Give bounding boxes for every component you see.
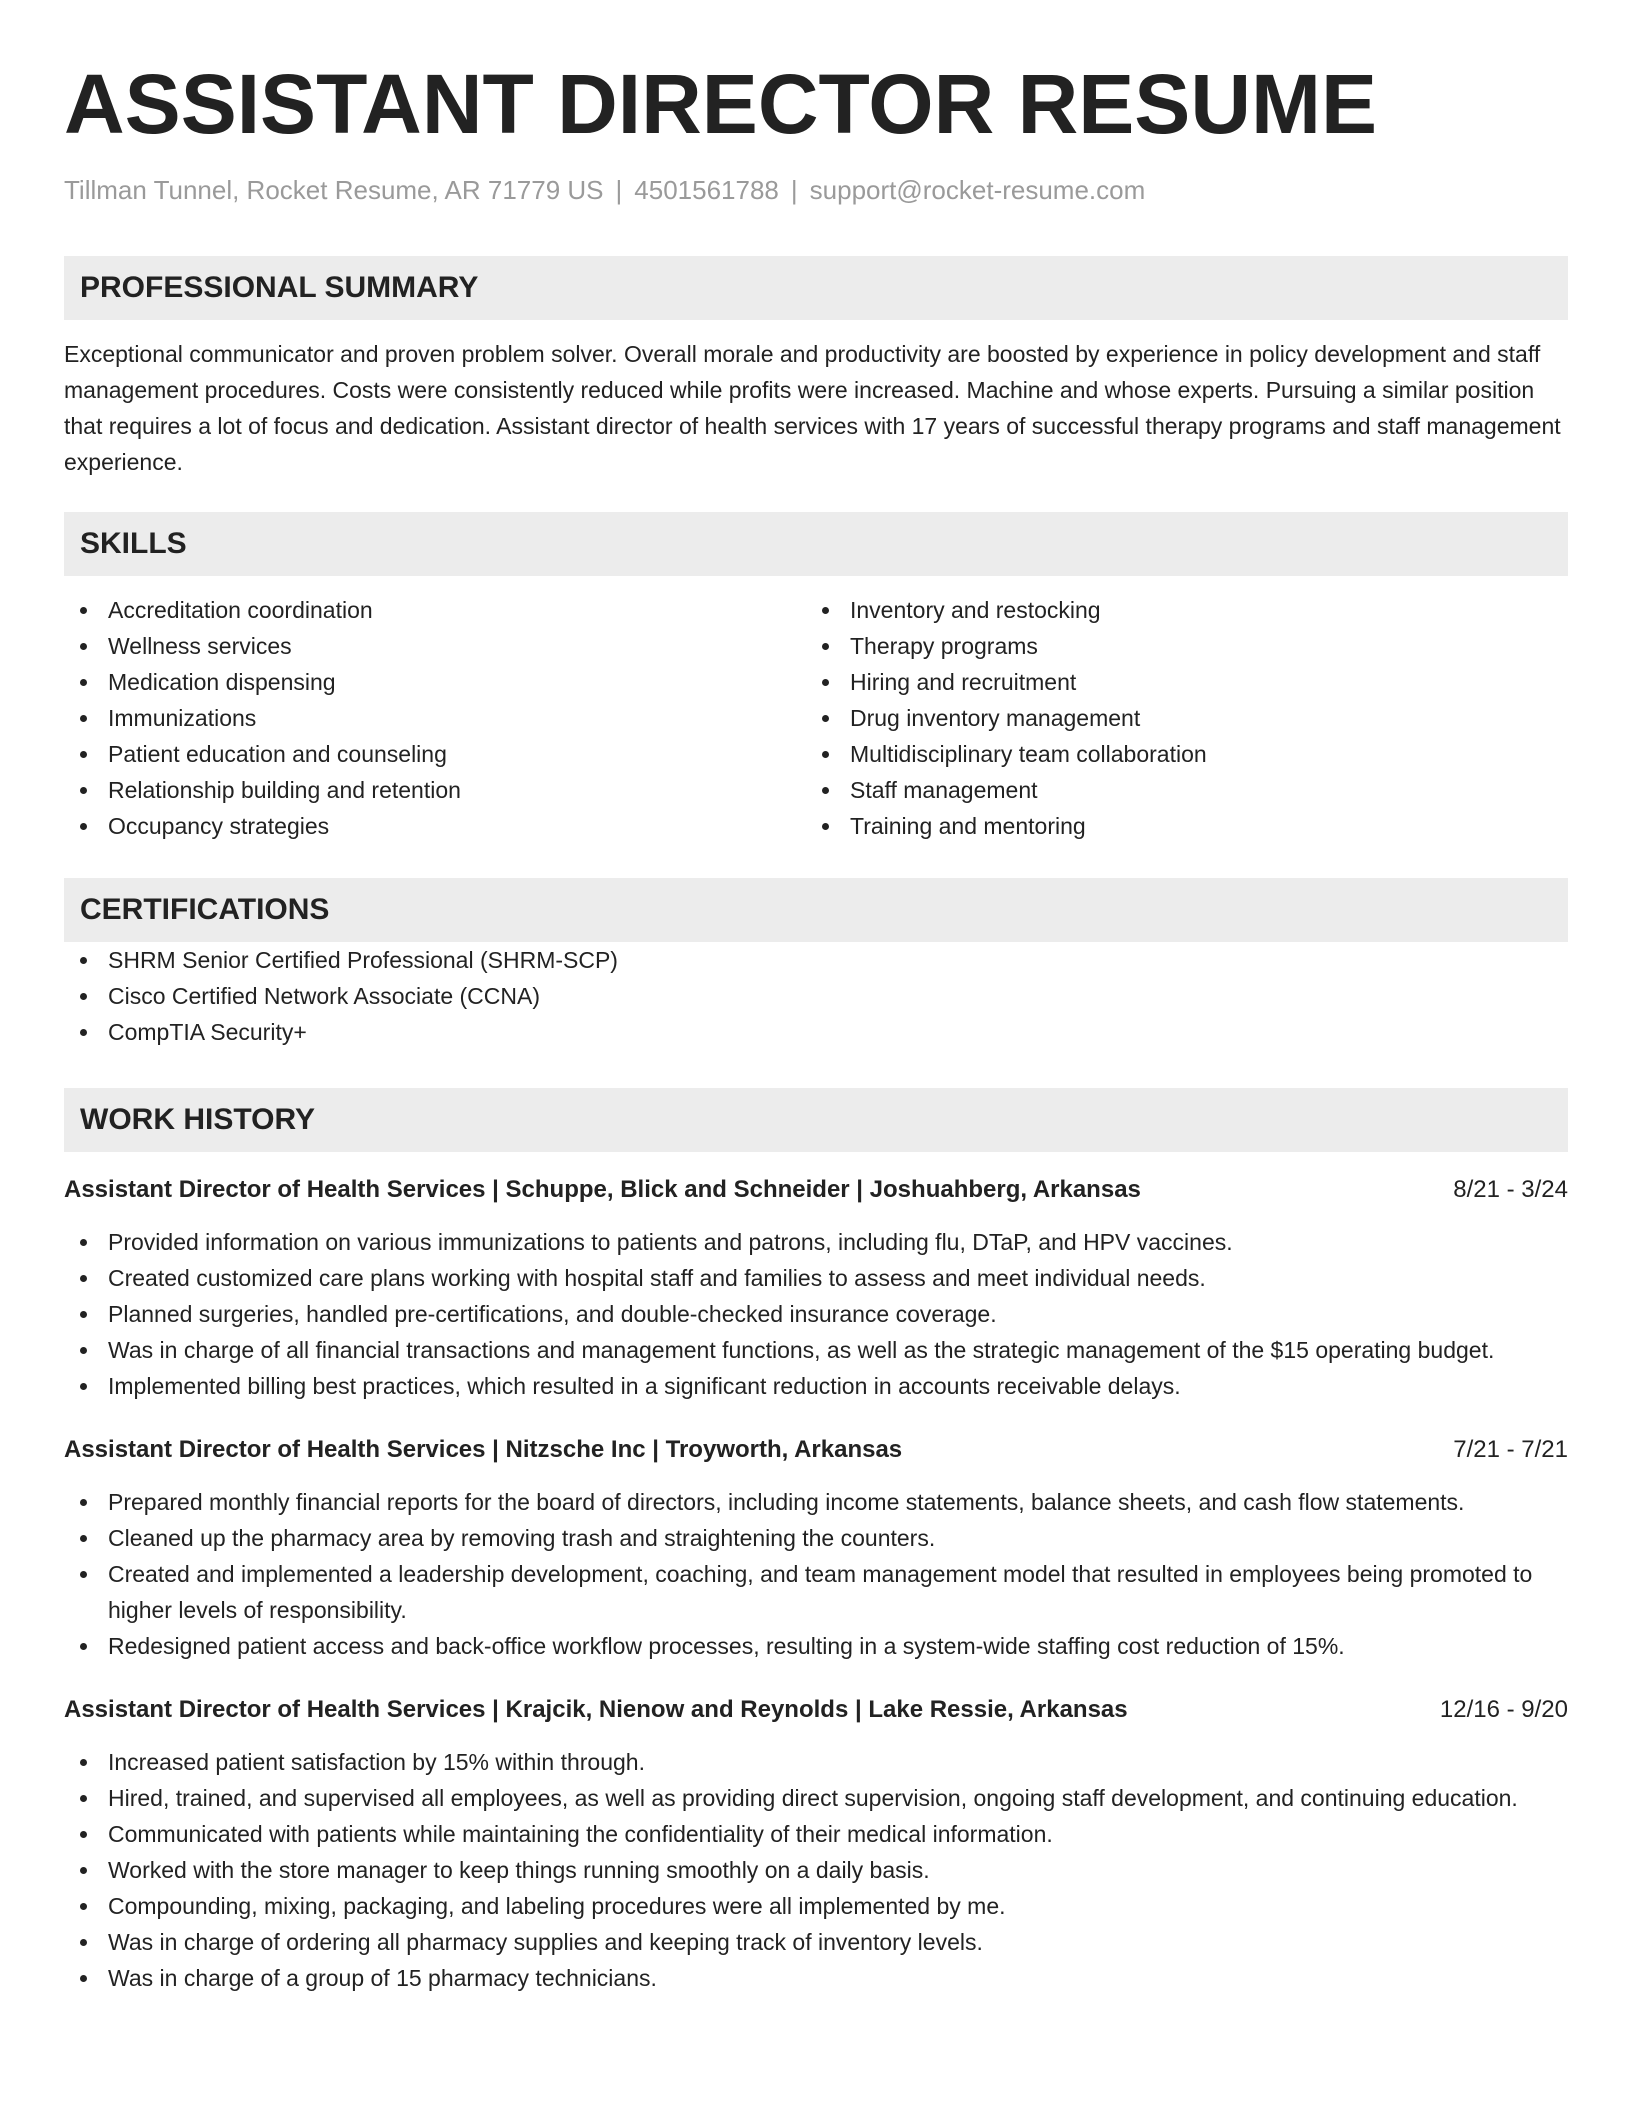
job-entry — [64, 1692, 1568, 1996]
job-dates: 8/21 - 3/24 — [1453, 1176, 1568, 1203]
skill-item: Training and mentoring — [806, 808, 1548, 844]
job-bullet: Communicated with patients while maintaining the confidentiality of their medical information. — [64, 1816, 1568, 1852]
contact-email[interactable]: support@rocket-resume.com — [809, 175, 1146, 205]
job-bullet: Cleaned up the pharmacy area by removing trash and straightening the counters. — [64, 1520, 1568, 1556]
job-bullet: Was in charge of all financial transactions and management functions, as well as the strategic management of the $15 operating budget. — [64, 1332, 1568, 1368]
skill-item: Inventory and restocking — [806, 592, 1548, 628]
skill-item: Drug inventory management — [806, 700, 1548, 736]
job-bullet: Redesigned patient access and back-office workflow processes, resulting in a system-wide staffing cost reduction of 15%. — [64, 1628, 1568, 1664]
job-header — [64, 1172, 1568, 1208]
skill-item: Immunizations — [64, 700, 806, 736]
certification-item: Cisco Certified Network Associate (CCNA) — [64, 978, 1568, 1014]
contact-phone: 4501561788 — [634, 175, 779, 205]
certification-item: CompTIA Security+ — [64, 1014, 1568, 1050]
skill-item: Medication dispensing — [64, 664, 806, 700]
job-bullet: Hired, trained, and supervised all employees, as well as providing direct supervision, ongoing staff development, and continuing education. — [64, 1780, 1568, 1816]
job-header — [64, 1432, 1568, 1468]
job-bullet: Prepared monthly financial reports for the board of directors, including income statements, balance sheets, and cash flow statements. — [64, 1484, 1568, 1520]
skill-item: Multidisciplinary team collaboration — [806, 736, 1548, 772]
job-bullet: Compounding, mixing, packaging, and labeling procedures were all implemented by me. — [64, 1888, 1568, 1924]
job-header — [64, 1692, 1568, 1728]
certifications-list — [64, 942, 1568, 1050]
certification-item: SHRM Senior Certified Professional (SHRM-SCP) — [64, 942, 1568, 978]
job-bullet: Increased patient satisfaction by 15% within through. — [64, 1744, 1568, 1780]
job-bullet: Worked with the store manager to keep things running smoothly on a daily basis. — [64, 1852, 1568, 1888]
skills-columns — [64, 592, 1568, 844]
skill-item: Staff management — [806, 772, 1548, 808]
skill-item: Hiring and recruitment — [806, 664, 1548, 700]
section-heading-certifications: CERTIFICATIONS — [64, 878, 1568, 942]
section-heading-skills: SKILLS — [64, 512, 1568, 576]
skill-item: Therapy programs — [806, 628, 1548, 664]
job-bullets — [64, 1744, 1568, 1996]
resume-content — [64, 56, 1568, 1996]
contact-separator: | — [615, 175, 623, 205]
contact-address: Tillman Tunnel, Rocket Resume, AR 71779 US — [64, 175, 604, 205]
job-bullet: Planned surgeries, handled pre-certifications, and double-checked insurance coverage. — [64, 1296, 1568, 1332]
job-title: Assistant Director of Health Services | Krajcik, Nienow and Reynolds | Lake Ressie, Arkansas — [64, 1696, 1128, 1723]
skills-list-right — [806, 592, 1548, 844]
job-bullets — [64, 1484, 1568, 1664]
skills-list-left — [64, 592, 806, 844]
job-dates: 7/21 - 7/21 — [1453, 1436, 1568, 1463]
summary-text: Exceptional communicator and proven problem solver. Overall morale and productivity are boosted by experience in policy development and staff management procedures. Costs were consistently reduced while profits were increased. Machine and whose experts. Pursuing a similar position that requires a lot of focus and dedication. Assistant director of health services with 17 years of successful therapy programs and staff management experience. — [64, 341, 1561, 475]
skill-item: Occupancy strategies — [64, 808, 806, 844]
job-bullet: Was in charge of a group of 15 pharmacy technicians. — [64, 1960, 1568, 1996]
section-heading-work-history: WORK HISTORY — [64, 1088, 1568, 1152]
job-bullet: Was in charge of ordering all pharmacy supplies and keeping track of inventory levels. — [64, 1924, 1568, 1960]
section-heading-summary: PROFESSIONAL SUMMARY — [64, 256, 1568, 320]
skill-item: Relationship building and retention — [64, 772, 806, 808]
skill-item: Patient education and counseling — [64, 736, 806, 772]
contact-separator: | — [790, 175, 798, 205]
skill-item: Wellness services — [64, 628, 806, 664]
job-entry — [64, 1172, 1568, 1404]
job-bullet: Implemented billing best practices, which resulted in a significant reduction in accounts receivable delays. — [64, 1368, 1568, 1404]
contact-line — [64, 174, 1568, 206]
job-entry — [64, 1432, 1568, 1664]
resume-title: ASSISTANT DIRECTOR RESUME — [64, 57, 1377, 151]
job-title: Assistant Director of Health Services | Schuppe, Blick and Schneider | Joshuahberg, Arkansas — [64, 1176, 1141, 1203]
job-bullet: Provided information on various immunizations to patients and patrons, including flu, DTaP, and HPV vaccines. — [64, 1224, 1568, 1260]
job-bullets — [64, 1224, 1568, 1404]
job-bullet: Created and implemented a leadership development, coaching, and team management model that resulted in employees being promoted to higher levels of responsibility. — [64, 1556, 1568, 1628]
skill-item: Accreditation coordination — [64, 592, 806, 628]
job-title: Assistant Director of Health Services | Nitzsche Inc | Troyworth, Arkansas — [64, 1436, 903, 1463]
job-bullet: Created customized care plans working with hospital staff and families to assess and meet individual needs. — [64, 1260, 1568, 1296]
job-dates: 12/16 - 9/20 — [1439, 1696, 1568, 1723]
